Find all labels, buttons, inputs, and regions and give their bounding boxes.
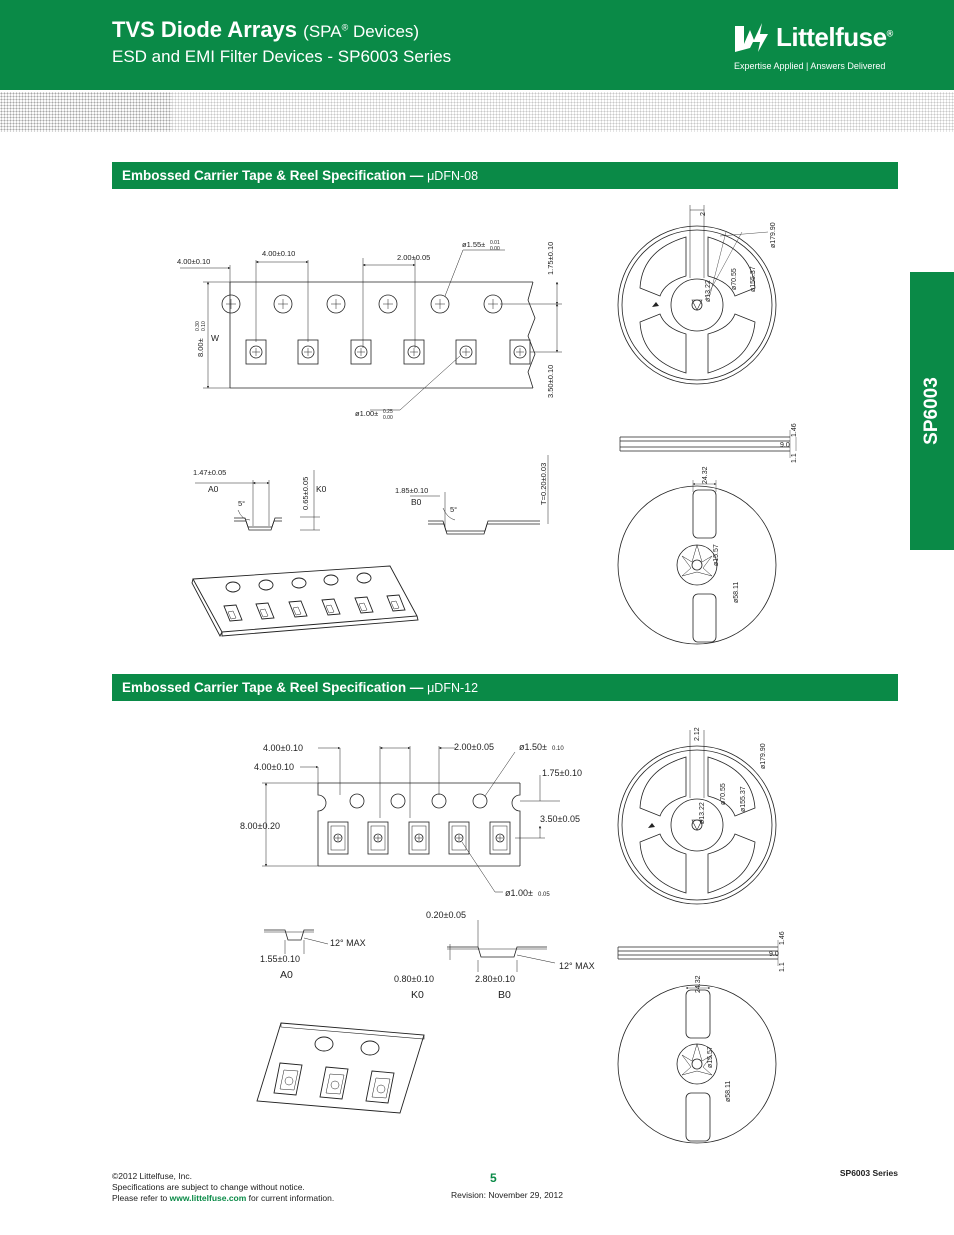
dfn12-dim-pocket-hole: ø1.00± xyxy=(505,888,533,898)
dfn08-reel-side-w2: 1.1 xyxy=(791,453,798,463)
dfn12-reel-side-w2: 1.1 xyxy=(779,962,786,972)
dfn12-dim-8: 8.00±0.20 xyxy=(240,821,280,831)
dfn12-reel-d-15: ø15.57 xyxy=(707,1046,714,1068)
title-bold: TVS Diode Arrays xyxy=(112,17,298,42)
dfn08-tape-top-view xyxy=(180,250,562,410)
page-number: 5 xyxy=(490,1171,497,1185)
dfn12-reel-front xyxy=(618,730,776,904)
dfn12-dim-hole: ø1.50± xyxy=(519,742,547,752)
logo-tagline: Expertise Applied | Answers Delivered xyxy=(734,61,886,71)
dfn12-cross-section-a0 xyxy=(264,930,328,954)
title-devices: Devices) xyxy=(348,22,420,41)
dfn08-dim-t: T=0.20±0.03 xyxy=(539,462,548,505)
dfn08-reel-d-155: ø155.37 xyxy=(750,266,757,292)
dfn12-tape-top-view xyxy=(262,746,560,892)
dfn12-dim-b0-value: 2.80±0.10 xyxy=(475,974,515,984)
dfn08-reel-d-2: 2 xyxy=(700,212,707,216)
dfn12-tape-perspective xyxy=(257,1023,424,1113)
dfn12-dim-020: 0.20±0.05 xyxy=(426,910,466,920)
footer-refer xyxy=(112,1193,334,1204)
dfn08-tape-perspective xyxy=(192,566,418,636)
dfn12-reel-d-2: 2.12 xyxy=(694,727,701,741)
footer-refer-post: for current information. xyxy=(246,1193,335,1203)
dfn08-angle-a: 5° xyxy=(238,499,246,508)
logo-registered: ® xyxy=(886,28,893,39)
dfn08-w-label: W xyxy=(211,333,220,343)
dfn12-max-b: 12° MAX xyxy=(559,961,595,971)
dfn08-sprocket-holes xyxy=(222,295,502,313)
dfn12-cross-section-b0 xyxy=(447,920,555,972)
dfn12-dim-a0-value: 1.55±0.10 xyxy=(260,954,300,964)
dfn12-b0-label: B0 xyxy=(498,989,511,1001)
dfn08-dim-k0-value: 0.65±0.05 xyxy=(301,476,310,510)
section-title-dfn08: Embossed Carrier Tape & Reel Specification — xyxy=(122,168,428,183)
dfn08-dim-a0-value: 1.47±0.05 xyxy=(193,468,227,477)
dfn12-reel-d-13: ø13.22 xyxy=(699,802,706,824)
dfn12-max-a: 12° MAX xyxy=(330,938,366,948)
dfn08-dim-350: 3.50±0.10 xyxy=(546,364,555,398)
dfn08-pockets xyxy=(246,340,530,364)
dfn12-dim-pitch-b: 4.00±0.10 xyxy=(254,762,294,772)
dfn12-dim-hole-tol: 0.10 xyxy=(552,746,564,752)
footer-disclaimer: Specifications are subject to change without notice. xyxy=(112,1182,305,1192)
dfn12-reel-d-155: ø155.37 xyxy=(740,786,747,812)
dfn08-reel-side xyxy=(620,430,796,458)
dfn12-reel-back xyxy=(618,985,776,1143)
dfn12-dim-350: 3.50±0.05 xyxy=(540,814,580,824)
dfn08-reel-d-70: ø70.55 xyxy=(731,268,738,290)
dfn12-dim-pitch-a: 4.00±0.10 xyxy=(263,743,303,753)
dfn08-dimension-labels xyxy=(177,212,798,603)
dfn08-dim-8-tol-up: 0.30 xyxy=(195,321,201,331)
dfn12-reel-bottom-w: 24.32 xyxy=(695,975,702,993)
dfn08-dim-pitch-b: 4.00±0.10 xyxy=(262,249,296,258)
dfn12-reel-d-outer: ø179.90 xyxy=(760,743,767,769)
section-package-dfn12: μDFN-12 xyxy=(427,681,479,695)
dfn12-dim-175: 1.75±0.10 xyxy=(542,768,582,778)
revision-date: Revision: November 29, 2012 xyxy=(451,1190,563,1200)
logo-name: Littelfuse xyxy=(776,22,887,52)
dfn08-k0-label: K0 xyxy=(316,484,327,494)
dfn12-reel-side-w1: 9.0 xyxy=(769,951,779,958)
dfn12-reel-d-70: ø70.55 xyxy=(720,783,727,805)
dfn08-a0-label: A0 xyxy=(208,484,219,494)
dfn08-reel-side-w1: 9.0 xyxy=(780,442,790,449)
dfn08-dim-2: 2.00±0.05 xyxy=(397,253,431,262)
dfn12-reel-d-58: ø58.11 xyxy=(725,1080,732,1102)
dfn08-dim-pocket-tol-dn: 0.00 xyxy=(383,415,393,421)
dfn12-dim-pocket-tol: 0.05 xyxy=(538,892,550,898)
dfn08-cross-section-b0 xyxy=(410,455,548,534)
dfn08-dim-pocket-tol-up: 0.25 xyxy=(383,409,393,415)
section-title-dfn12: Embossed Carrier Tape & Reel Specification — xyxy=(122,680,428,695)
footer-refer-pre: Please refer to xyxy=(112,1193,170,1203)
dfn08-reel-front xyxy=(618,205,776,384)
dfn12-k0-label: K0 xyxy=(411,989,424,1001)
dfn12-dim-k0-value: 0.80±0.10 xyxy=(394,974,434,984)
dfn08-dim-175: 1.75±0.10 xyxy=(546,241,555,275)
section-package-dfn08: μDFN-08 xyxy=(427,169,479,183)
dfn08-dim-hole: ø1.55± xyxy=(462,240,486,249)
dfn12-pockets xyxy=(328,822,510,854)
dfn12-dim-2: 2.00±0.05 xyxy=(454,742,494,752)
dfn08-dim-pocket-hole: ø1.00± xyxy=(355,409,379,418)
dfn08-reel-d-13: ø13.22 xyxy=(705,280,712,302)
dfn08-dim-8: 8.00± xyxy=(196,338,205,357)
dfn08-dim-hole-tol-dn: 0.00 xyxy=(490,246,500,252)
dfn12-reel-side-w3: 1.46 xyxy=(779,931,786,945)
title-registered: ® xyxy=(341,22,349,33)
document-subtitle: ESD and EMI Filter Devices - SP6003 Series xyxy=(112,47,452,66)
dfn08-dim-8-tol-dn: 0.10 xyxy=(201,321,207,331)
dfn08-reel-d-outer: ø179.90 xyxy=(770,222,777,248)
footer-copyright: ©2012 Littelfuse, Inc. xyxy=(112,1171,192,1181)
dfn08-dim-hole-tol-up: 0.01 xyxy=(490,240,500,246)
dfn08-reel-side-w3: 1.46 xyxy=(791,423,798,437)
dfn08-reel-back xyxy=(618,480,776,644)
dfn08-dim-b0-value: 1.85±0.10 xyxy=(395,486,429,495)
dfn08-reel-d-15: ø15.57 xyxy=(713,544,720,566)
dfn12-reel-side xyxy=(618,940,778,966)
footer-legal xyxy=(112,1171,334,1204)
dfn08-b0-label: B0 xyxy=(411,497,422,507)
dfn08-dim-pitch-a: 4.00±0.10 xyxy=(177,257,211,266)
dfn08-reel-bottom-w: 24.32 xyxy=(702,466,709,484)
dfn12-a0-label: A0 xyxy=(280,969,293,981)
dfn08-angle-b: 5° xyxy=(450,505,458,514)
dfn08-reel-d-58: ø58.11 xyxy=(733,581,740,603)
title-spa: (SPA xyxy=(303,22,342,41)
side-tab-label: SP6003 xyxy=(921,377,942,445)
footer-series: SP6003 Series xyxy=(839,1168,898,1178)
footer-website-link[interactable]: www.littelfuse.com xyxy=(169,1193,247,1203)
